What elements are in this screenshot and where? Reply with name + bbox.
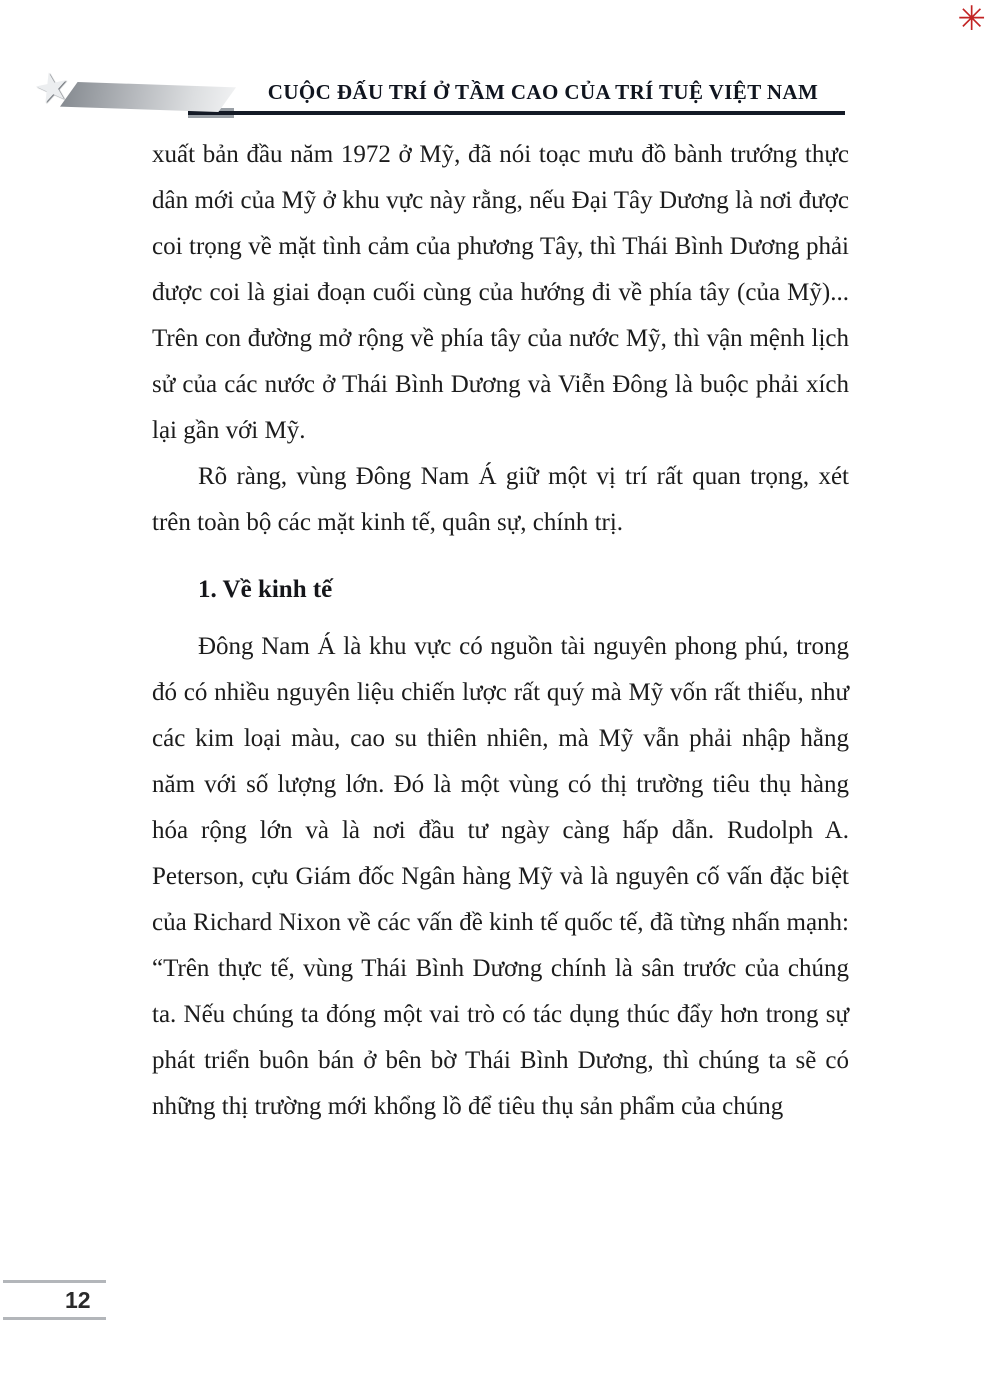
- body-text: [152, 132, 849, 1130]
- page-number: 12: [65, 1287, 91, 1313]
- paragraph: xuất bản đầu năm 1972 ở Mỹ, đã nói toạc mưu đồ bành trướng thực dân mới của Mỹ ở khu vực này rằng, nếu Đại Tây Dương là nơi được coi trọng về mặt tình cảm của phương Tây, thì Thái Bình Dương phải được coi là giai đoạn cuối cùng của hướng đi về phía tây (của Mỹ)... Trên con đường mở rộng về phía tây của nước Mỹ, thì vận mệnh lịch sử của các nước ở Thái Bình Dương và Viễn Đông là buộc phải xích lại gần với Mỹ.: [152, 141, 849, 444]
- section-heading: 1. Về kinh tế: [198, 576, 333, 603]
- flower-icon: ✳: [957, 0, 986, 39]
- footer-rule-bottom: [3, 1317, 106, 1320]
- paragraph: Rõ ràng, vùng Đông Nam Á giữ một vị trí rất quan trọng, xét trên toàn bộ các mặt kinh tế, quân sự, chính trị.: [152, 463, 849, 536]
- header-rule: [188, 111, 845, 115]
- running-header-title: CUỘC ĐẤU TRÍ Ở TẦM CAO CỦA TRÍ TUỆ VIỆT NAM: [267, 80, 819, 104]
- page-header: [0, 61, 1000, 120]
- paragraph: Đông Nam Á là khu vực có nguồn tài nguyên phong phú, trong đó có nhiều nguyên liệu chiến lược rất quý mà Mỹ vốn rất thiếu, như các kim loại màu, cao su thiên nhiên, mà Mỹ vẫn phải nhập hằng năm với số lượng lớn. Đó là một vùng có thị trường tiêu thụ hàng hóa rộng lớn và là nơi đầu tư ngày càng hấp dẫn. Rudolph A. Peterson, cựu Giám đốc Ngân hàng Mỹ và là nguyên cố vấn đặc biệt của Richard Nixon về các vấn đề kinh tế quốc tế, đã từng nhấn mạnh: “Trên thực tế, vùng Thái Bình Dương chính là sân trước của chúng ta. Nếu chúng ta đóng một vai trò có tác dụng thúc đẩy hơn trong sự phát triển buôn bán ở bên bờ Thái Bình Dương, thì chúng ta sẽ có những thị trường mới khổng lồ để tiêu thụ sản phẩm của chúng: [152, 633, 849, 1120]
- star-icon: ★: [29, 61, 75, 115]
- page-footer: [3, 1280, 113, 1320]
- header-ornament: [60, 82, 236, 112]
